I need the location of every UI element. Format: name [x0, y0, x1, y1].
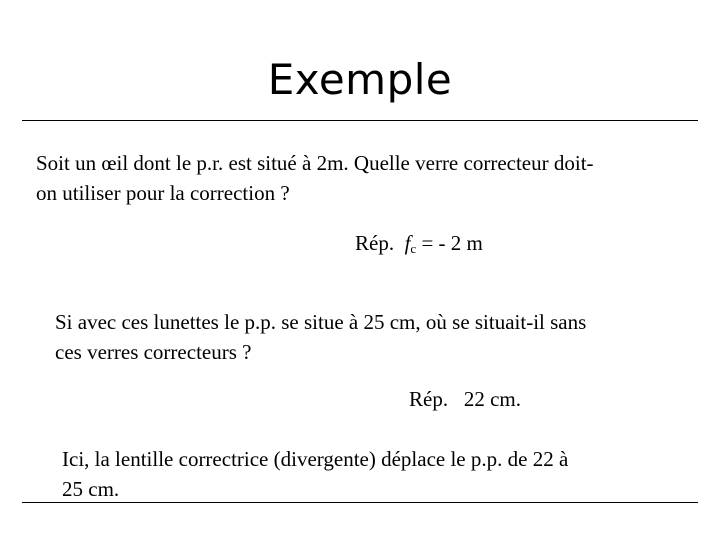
question-1 — [36, 148, 676, 208]
answer-2-prefix: Rép. — [409, 387, 449, 411]
focal-subscript: c — [410, 241, 417, 256]
answer-1-value: = - 2 m — [416, 231, 483, 255]
answer-2 — [409, 384, 521, 414]
question-2 — [55, 307, 680, 367]
bottom-divider — [22, 502, 698, 503]
question-1-line-2: on utiliser pour la correction ? — [36, 181, 290, 205]
note-line-1: Ici, la lentille correctrice (divergente) déplace le p.p. de 22 à — [62, 447, 569, 471]
top-divider — [22, 120, 698, 121]
answer-1-prefix: Rép. — [355, 231, 395, 255]
question-1-line-1: Soit un œil dont le p.r. est situé à 2m. Quelle verre correcteur doit- — [36, 151, 594, 175]
slide-title: Exemple — [267, 55, 453, 104]
focal-variable: f — [404, 231, 411, 255]
question-2-line-1: Si avec ces lunettes le p.p. se situe à 25 cm, où se situait-il sans — [55, 310, 587, 334]
answer-2-value: 22 cm. — [463, 387, 521, 411]
explanation-note — [62, 444, 672, 504]
answer-1 — [355, 228, 483, 264]
note-line-2: 25 cm. — [62, 477, 120, 501]
question-2-line-2: ces verres correcteurs ? — [55, 340, 252, 364]
